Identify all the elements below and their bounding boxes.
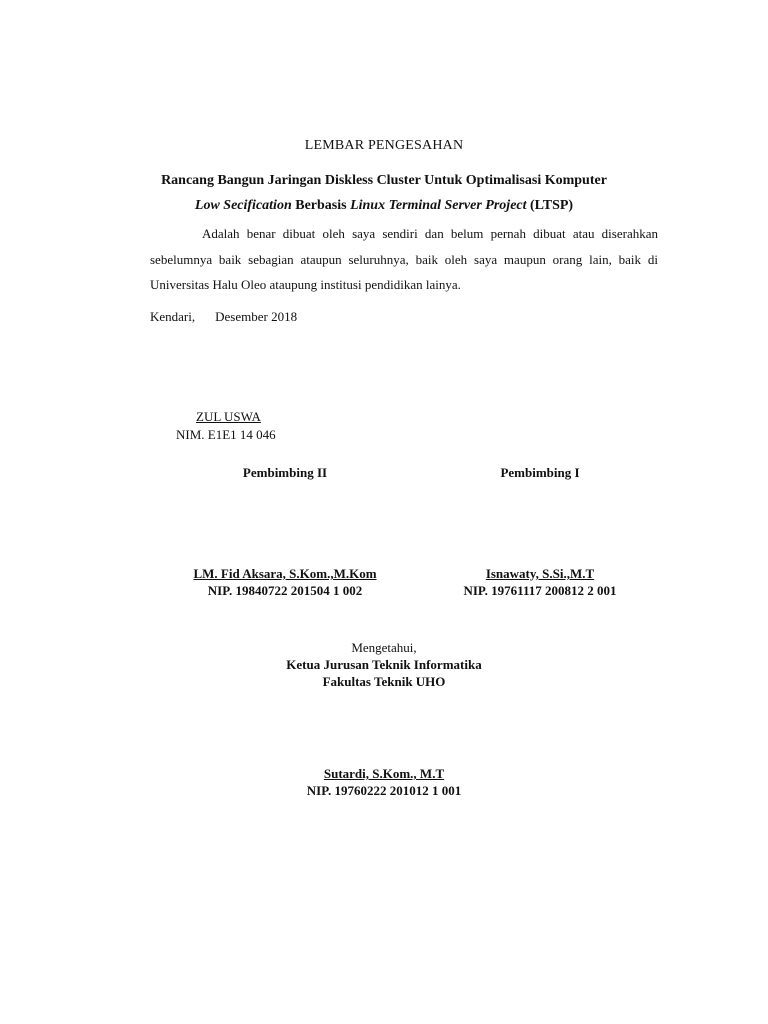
subtitle-italic-2: Linux Terminal Server Project <box>350 198 527 213</box>
approval-position: Ketua Jurusan Teknik Informatika <box>286 657 482 672</box>
supervisor-2-name: LM. Fid Aksara, S.Kom.,M.Kom <box>193 566 377 581</box>
place-text: Kendari, <box>150 309 196 324</box>
approver-nip: NIP. 19760222 201012 1 001 <box>306 783 462 798</box>
supervisor-2-role: Pembimbing II <box>242 465 328 480</box>
approval-label: Mengetahui, <box>351 640 417 655</box>
author-nim: NIM. E1E1 14 046 <box>176 427 276 442</box>
supervisor-2-nip: NIP. 19840722 201504 1 002 <box>207 583 363 598</box>
author-name: ZUL USWA <box>196 409 261 424</box>
subtitle-text-2: (LTSP) <box>526 198 574 213</box>
place-date-line <box>150 309 297 325</box>
statement-paragraph: Adalah benar dibuat oleh saya sendiri dan belum pernah dibuat atau diserahkan sebelumnya baik sebagian ataupun seluruhnya, baik oleh saya maupun orang lain, baik di Universitas Halu Oleo ataupung institusi pendidikan lainya. <box>150 226 658 292</box>
supervisor-1-role: Pembimbing I <box>500 465 580 480</box>
approval-faculty: Fakultas Teknik UHO <box>322 674 446 689</box>
date-text: Desember 2018 <box>215 309 298 324</box>
supervisor-1-nip: NIP. 19761117 200812 2 001 <box>463 583 617 598</box>
approver-name: Sutardi, S.Kom., M.T <box>323 766 445 781</box>
subtitle-line-1: Rancang Bangun Jaringan Diskless Cluster Untuk Optimalisasi Komputer <box>161 173 607 188</box>
subtitle-line-2 <box>0 198 768 214</box>
subtitle-text-1: Berbasis <box>291 198 351 213</box>
supervisor-1-name: Isnawaty, S.Si.,M.T <box>485 566 595 581</box>
page-title: LEMBAR PENGESAHAN <box>304 138 464 153</box>
subtitle-italic-1: Low Secification <box>194 198 292 213</box>
